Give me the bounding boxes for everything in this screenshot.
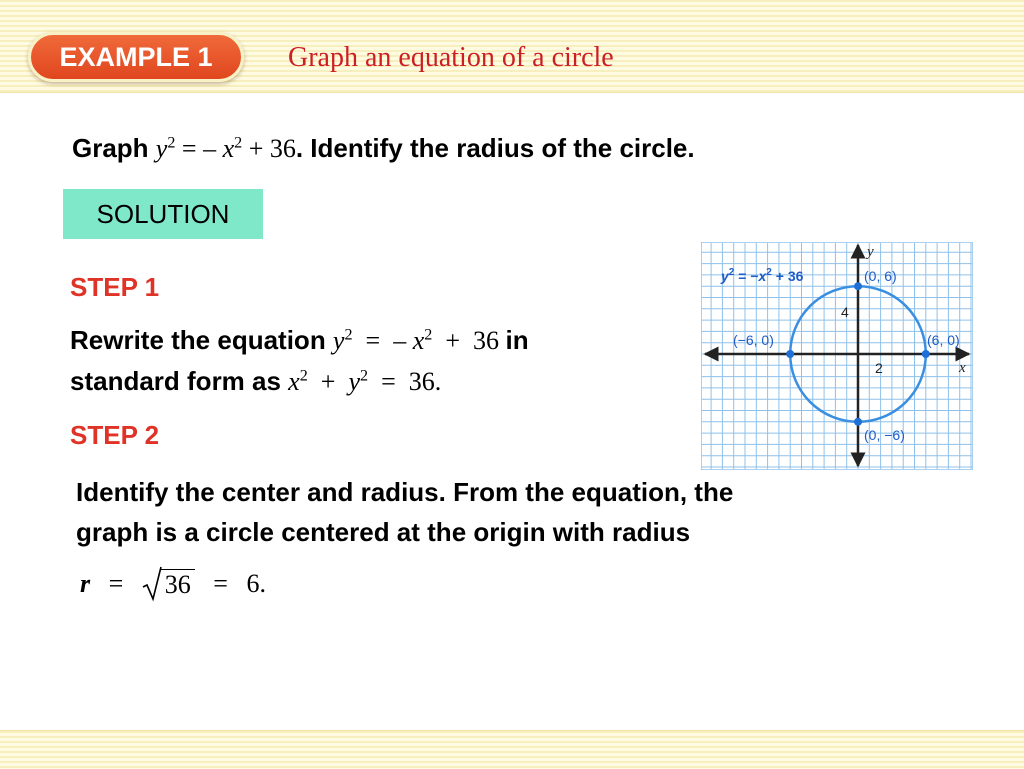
radius-result: 6. [246, 569, 266, 598]
graph-eq-exp1: 2 [728, 267, 735, 278]
step1-end: + 36 [432, 326, 506, 355]
circle-graph [701, 242, 973, 470]
step1-line1-text: Rewrite the equation [70, 325, 333, 355]
problem-eq-end: + 36 [242, 134, 296, 163]
step1-line2-y-exp: 2 [360, 367, 369, 385]
step1-label: STEP 1 [70, 272, 160, 302]
graph-eq-x: x [758, 268, 767, 284]
step1-y: y [332, 326, 345, 355]
problem-tail: . Identify the radius of the circle. [295, 133, 695, 163]
sqrt-symbol [142, 566, 162, 602]
step1-line2-x-exp: 2 [299, 367, 308, 385]
step1-line2-x: x [288, 367, 300, 396]
problem-eq-y: y [155, 134, 168, 163]
sqrt-radicand: 36 [161, 569, 195, 600]
step1-mid: = – [352, 326, 413, 355]
tick-label-x: 2 [875, 360, 883, 376]
point-top [854, 282, 862, 290]
graph-eq-mid: = − [734, 268, 759, 284]
graph-eq-exp2: 2 [766, 267, 772, 278]
step2-label: STEP 2 [70, 420, 160, 450]
step1-line2-text: standard form as [70, 366, 289, 396]
example-badge: EXAMPLE 1 [28, 32, 244, 82]
problem-eq-y-exp: 2 [167, 134, 176, 152]
problem-eq-x-exp: 2 [234, 134, 243, 152]
step1-line2-y: y [348, 367, 360, 396]
x-axis-label: x [959, 360, 966, 376]
step1-y-exp: 2 [344, 326, 353, 344]
point-label-right: (6, 0) [927, 332, 960, 348]
step1-x: x [412, 326, 425, 355]
point-bottom [854, 418, 862, 426]
radius-equation [80, 566, 266, 602]
step1-line2 [70, 361, 529, 402]
step1-line2-end: = 36. [368, 367, 442, 396]
footer-band [0, 730, 1024, 769]
graph-eq-end: + 36 [771, 268, 804, 284]
step1-line2-plus: + [307, 367, 349, 396]
point-label-top: (0, 6) [864, 268, 897, 284]
step2-text [76, 472, 733, 552]
problem-lead: Graph [72, 133, 156, 163]
problem-eq-mid: = – [175, 134, 223, 163]
point-label-left: (−6, 0) [733, 332, 774, 348]
radius-eq-sign-1: = [108, 569, 124, 598]
step1-x-exp: 2 [424, 326, 433, 344]
tick-label-y: 4 [841, 304, 849, 320]
point-label-bottom: (0, −6) [864, 427, 905, 443]
graph-eq-y: y [721, 268, 729, 284]
step1-text [70, 320, 529, 402]
point-left [786, 350, 794, 358]
step1-line1 [70, 320, 529, 361]
point-right [922, 350, 930, 358]
step2-line2: graph is a circle centered at the origin with radius [76, 517, 691, 547]
problem-eq-x: x [222, 134, 235, 163]
step2-line1: Identify the center and radius. From the equation, the [76, 477, 734, 507]
radius-eq-sign-2: = [213, 569, 228, 598]
page-title: Graph an equation of a circle [288, 42, 614, 73]
problem-statement [72, 133, 695, 164]
radius-var: r [80, 569, 91, 598]
solution-label: SOLUTION [63, 189, 263, 239]
step1-tail: in [505, 325, 529, 355]
y-axis-label: y [867, 244, 874, 260]
